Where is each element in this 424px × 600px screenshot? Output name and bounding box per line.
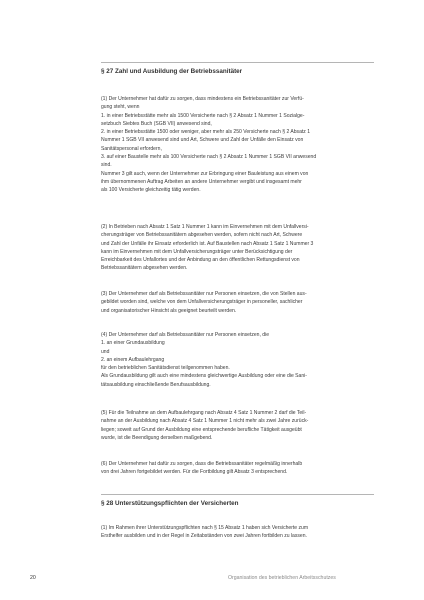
paragraph-line: (2) In Betrieben nach Absatz 1 Satz 1 Nummer 1 kann im Einvernehmen mit dem Unfallversi- bbox=[101, 224, 309, 230]
paragraph-line: kann im Einvernehmen mit dem Unfallversicherungsträger unter Berücksichtigung der bbox=[101, 248, 293, 255]
paragraph bbox=[101, 290, 374, 315]
paragraph-line: Sanitätspersonal erfordern, bbox=[101, 145, 162, 152]
paragraph-line: 2. an einem Aufbaulehrgang bbox=[101, 356, 165, 363]
paragraph-line: (1) Im Rahmen ihrer Unterstützungspflichten nach § 15 Absatz 1 haben sich Versicherte zum bbox=[101, 525, 309, 531]
paragraph bbox=[101, 223, 374, 273]
paragraph-line: (1) Der Unternehmer hat dafür zu sorgen, dass mindestens ein Betriebssanitäter zur Verfü- bbox=[101, 96, 304, 102]
paragraph-line: (5) Für die Teilnahme an dem Aufbaulehrgang nach Absatz 4 Satz 1 Nummer 2 darf die Teil- bbox=[101, 410, 307, 416]
paragraph-27-2 bbox=[101, 223, 374, 273]
paragraph-line: für den betrieblichen Sanitätsdienst teilgenommen haben. bbox=[101, 365, 230, 372]
section-27 bbox=[101, 68, 374, 76]
paragraph-line: und Zahl der Unfälle ihr Einsatz erforderlich ist. Auf Baustellen nach Absatz 1 Satz 1 Nummer 3 bbox=[101, 240, 314, 247]
paragraph bbox=[101, 524, 374, 541]
paragraph bbox=[101, 460, 374, 477]
paragraph-line: Nummer 1 SGB VII anwesend sind und Art, Schwere und Zahl der Unfälle den Einsatz von bbox=[101, 137, 304, 144]
section-heading: § 27 Zahl und Ausbildung der Betriebssanitäter bbox=[101, 68, 243, 75]
paragraph-28-1 bbox=[101, 524, 374, 541]
paragraph-line: gebildet worden sind, welche von dem Unfallversicherungsträger in personeller, sachlicher bbox=[101, 299, 303, 306]
section-divider bbox=[101, 62, 374, 63]
paragraph-line: von drei Jahren fortgebildet werden. Für die Fortbildung gilt Absatz 3 entsprechend. bbox=[101, 469, 288, 476]
paragraph-line: Ersthelfer ausbilden und in der Regel in Zeitabständen von zwei Jahren fortbilden zu lassen. bbox=[101, 533, 307, 540]
paragraph-line: nahme an der Ausbildung nach Absatz 4 Satz 1 Nummer 1 nicht mehr als zwei Jahre zurück- bbox=[101, 418, 309, 425]
paragraph-line: cherungsträger von Betriebssanitätern abgesehen werden, sofern nicht nach Art, Schwere bbox=[101, 232, 303, 239]
paragraph-line: gung steht, wenn bbox=[101, 104, 140, 111]
running-title: Organisation des betrieblichen Arbeitsschutzes bbox=[228, 575, 336, 581]
paragraph-line: sind. bbox=[101, 162, 112, 169]
paragraph bbox=[101, 331, 374, 389]
paragraph-line: 1. in einer Betriebsstätte mehr als 1500 Versicherte nach § 2 Absatz 1 Nummer 1 Sozialge- bbox=[101, 112, 305, 119]
paragraph-27-4 bbox=[101, 331, 374, 389]
paragraph-line: Erreichbarkeit des Unfallortes und der Anbindung an den öffentlichen Rettungsdienst von bbox=[101, 257, 300, 264]
section-heading: § 28 Unterstützungspflichten der Versicherten bbox=[101, 500, 239, 507]
paragraph-27-1 bbox=[101, 95, 374, 195]
section-28 bbox=[101, 500, 374, 508]
paragraph-line: 3. auf einer Baustelle mehr als 100 Versicherte nach § 2 Absatz 1 Nummer 1 SGB VII anwesend bbox=[101, 154, 317, 161]
paragraph-line: 2. in einer Betriebsstätte 1500 oder weniger, aber mehr als 250 Versicherte nach § 2 Absatz 1 bbox=[101, 129, 311, 136]
paragraph-line: Nummer 3 gilt auch, wenn der Unternehmer zur Erbringung einer Bauleistung aus einem von bbox=[101, 170, 309, 177]
section-divider bbox=[101, 494, 374, 495]
paragraph-line: Als Grundausbildung gilt auch eine mindestens gleichwertige Ausbildung oder eine die Sani- bbox=[101, 373, 307, 380]
paragraph bbox=[101, 95, 374, 195]
paragraph-line: und bbox=[101, 348, 110, 355]
paragraph-line: (4) Der Unternehmer darf als Betriebssanitäter nur Personen einsetzen, die bbox=[101, 332, 270, 338]
paragraph-27-5 bbox=[101, 409, 374, 442]
paragraph-27-3 bbox=[101, 290, 374, 315]
paragraph-line: 1. an einer Grundausbildung bbox=[101, 340, 165, 347]
paragraph-line: wurde, ist die Beendigung derselben maßgebend. bbox=[101, 434, 213, 441]
paragraph-27-6 bbox=[101, 460, 374, 477]
paragraph-line: als 100 Versicherte gleichzeitig tätig werden. bbox=[101, 187, 201, 194]
paragraph-line: tätsausbildung einschließende Berufsausbildung. bbox=[101, 381, 211, 388]
paragraph-line: liegen; soweit auf Grund der Ausbildung eine entsprechende berufliche Tätigkeit ausgeübt bbox=[101, 426, 302, 433]
paragraph-line: setzbuch Siebtes Buch (SGB VII) anwesend sind, bbox=[101, 120, 212, 127]
paragraph-line: und organisatorischer Hinsicht als geeignet beurteilt werden. bbox=[101, 307, 237, 314]
paragraph-line: Betriebssanitätern abgesehen werden. bbox=[101, 265, 188, 272]
paragraph-line: (3) Der Unternehmer darf als Betriebssanitäter nur Personen einsetzen, die von Stellen aus- bbox=[101, 291, 307, 297]
page-number: 20 bbox=[30, 575, 36, 581]
paragraph-line: ihm übernommenen Auftrag Arbeiten an andere Unternehmer vergibt und insgesamt mehr bbox=[101, 178, 302, 185]
paragraph bbox=[101, 409, 374, 442]
paragraph-line: (6) Der Unternehmer hat dafür zu sorgen, dass die Betriebssanitäter regelmäßig innerhalb bbox=[101, 461, 303, 467]
